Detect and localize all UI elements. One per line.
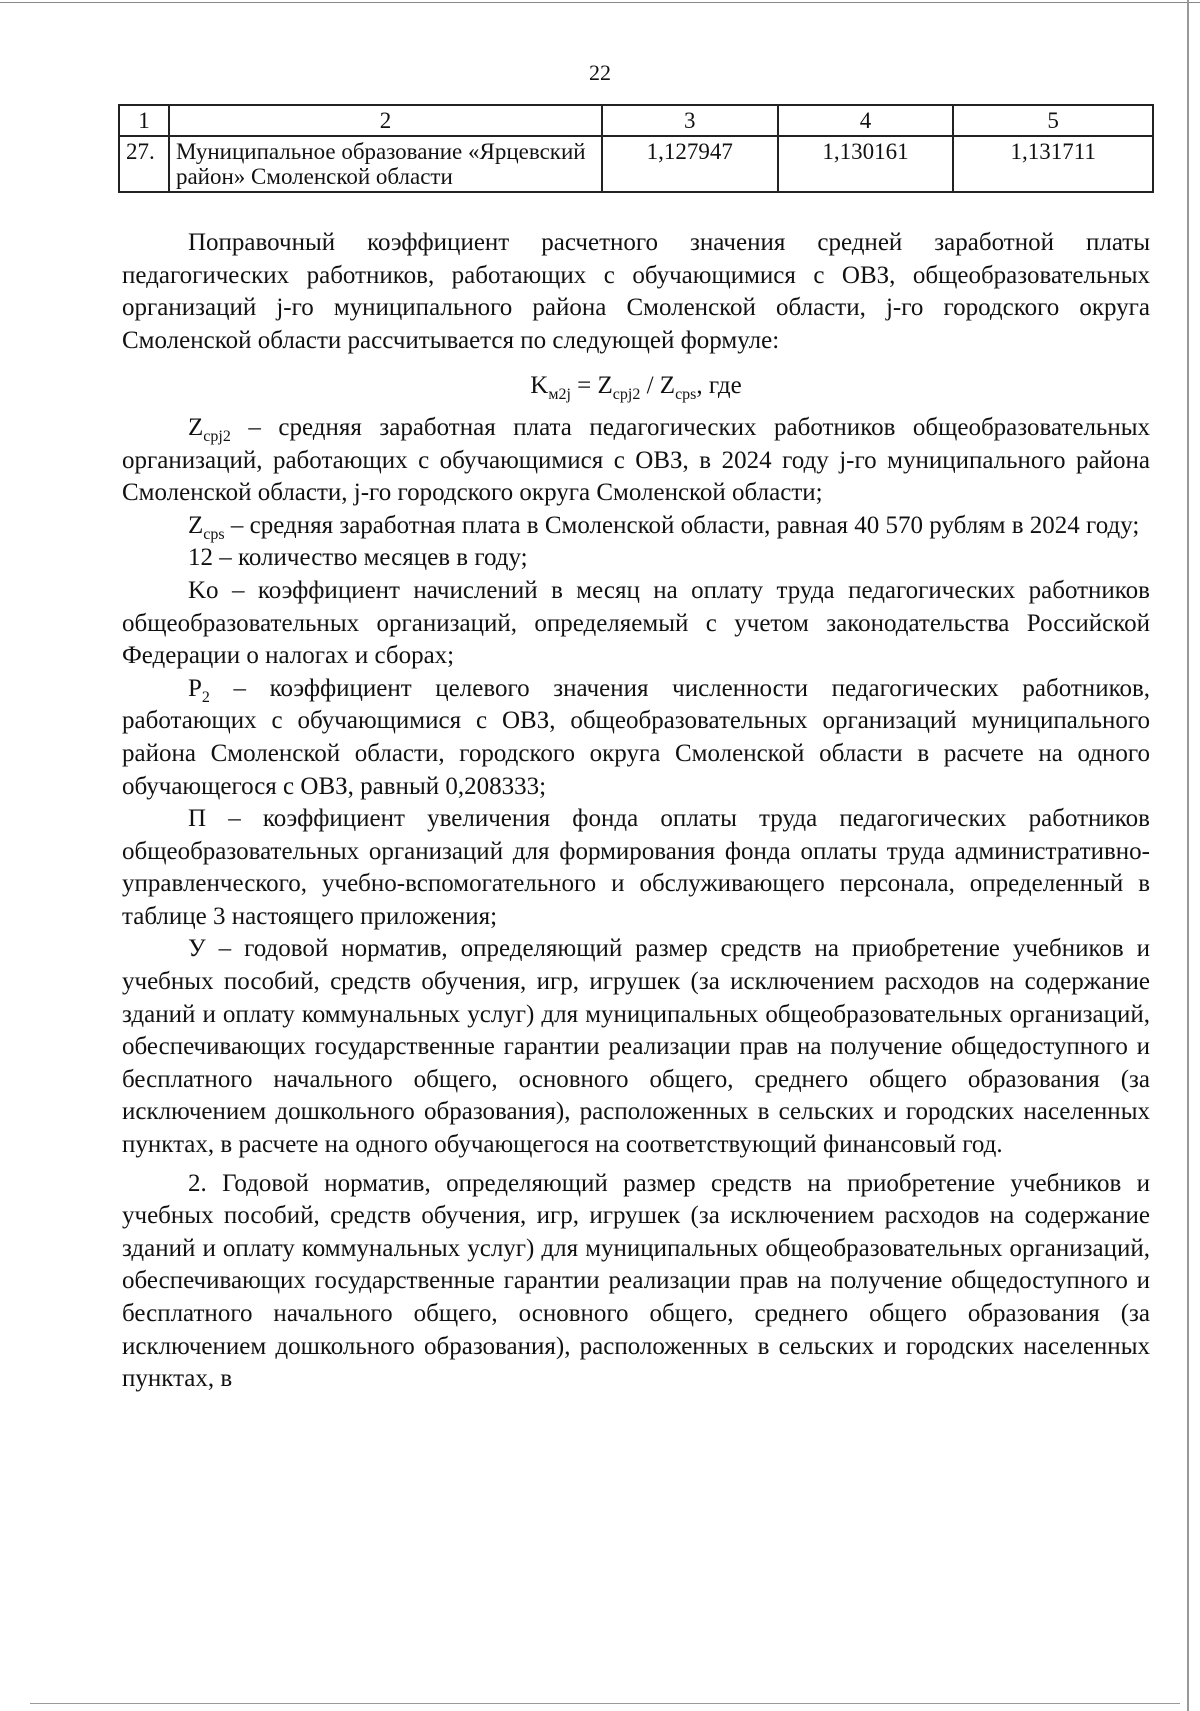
value-col-4: 1,130161 (778, 136, 954, 192)
header-cell: 4 (778, 105, 954, 136)
definition-z-cpj2: $Z_{cpj2}$ – средняя заработная плата педагогических работников общеобразовательных организаций, работающих с обучающимися с ОВЗ, в 2024 году j-го муниципального района Смоленской области, j-го городского округа Смоленской области; (122, 413, 1150, 507)
header-cell: 1 (119, 105, 169, 136)
table-row (119, 136, 1153, 192)
header-cell: 5 (953, 105, 1153, 136)
document-body (122, 227, 1150, 1396)
header-cell: 3 (602, 105, 778, 136)
definition-months: 12 – количество месяцев в году; (188, 544, 528, 572)
intro-paragraph: Поправочный коэффициент расчетного значения средней заработной платы педагогических работников, работающих с обучающимися с ОВЗ, общеобразовательных организаций j-го муниципального района Смоленской области, j-го городского округа Смоленской области рассчитывается по следующей формуле: (122, 229, 1150, 354)
page-number: 22 (589, 60, 611, 85)
row-number: 27. (119, 136, 169, 192)
definition-z-cps: $Z_{cps}$ – средняя заработная плата в Смоленской области, равная 40 570 рублям в 2024 году; (188, 511, 1140, 543)
paragraph-2: 2. Годовой норматив, определяющий размер средств на приобретение учебников и учебных пособий, средств обучения, игр, игрушек (за исключением расходов на содержание зданий и оплату коммунальных услуг) для муниципальных общеобразовательных организаций, обеспечивающих государственные гарантии реализации прав на получение общедоступного и бесплатного начального общего, основного общего, среднего общего образования (за исключением дошкольного образования), расположенных в сельских и городских населенных пунктах, в (122, 1169, 1150, 1393)
scan-edge-right (1187, 0, 1189, 1711)
scan-edge-bottom (30, 1703, 1180, 1704)
table-header-row (119, 105, 1153, 136)
value-col-5: 1,131711 (953, 136, 1153, 192)
definition-u: У – годовой норматив, определяющий размер средств на приобретение учебников и учебных пособий, средств обучения, игр, игрушек (за исключением расходов на содержание зданий и оплату коммунальных услуг) для муниципальных общеобразовательных организаций, обеспечивающих государственные гарантии реализации прав на получение общедоступного и бесплатного начального общего, основного общего, среднего общего образования (за исключением дошкольного образования), расположенных в сельских и городских населенных пунктах, в расчете на одного обучающегося на соответствующий финансовый год. (122, 935, 1150, 1159)
definition-p: П – коэффициент увеличения фонда оплаты труда педагогических работников общеобразовательных организаций для формирования фонда оплаты труда административно-управленческого, учебно-вспомогательного и обслуживающего персонала, определенный в таблице 3 настоящего приложения; (122, 805, 1150, 930)
header-cell: 2 (169, 105, 602, 136)
definition-ko: Ko – коэффициент начислений в месяц на оплату труда педагогических работников общеобразовательных организаций, определяемый с учетом законодательства Российской Федерации о налогах и сборах; (122, 576, 1150, 670)
value-col-3: 1,127947 (602, 136, 778, 192)
municipality-name: Муниципальное образование «Ярцевский район» Смоленской области (169, 136, 602, 192)
formula: $K_{м2j} = Z_{cpj2} / Z_{cps}$, где (530, 372, 742, 404)
definition-p2: $P_2$ – коэффициент целевого значения численности педагогических работников, работающих с обучающимися с ОВЗ, общеобразовательных организаций муниципального района Смоленской области, городского округа Смоленской области в расчете на одного обучающегося с ОВЗ, равный 0,208333; (122, 674, 1150, 800)
scan-edge-top (0, 2, 1200, 3)
coefficients-table (118, 104, 1154, 193)
